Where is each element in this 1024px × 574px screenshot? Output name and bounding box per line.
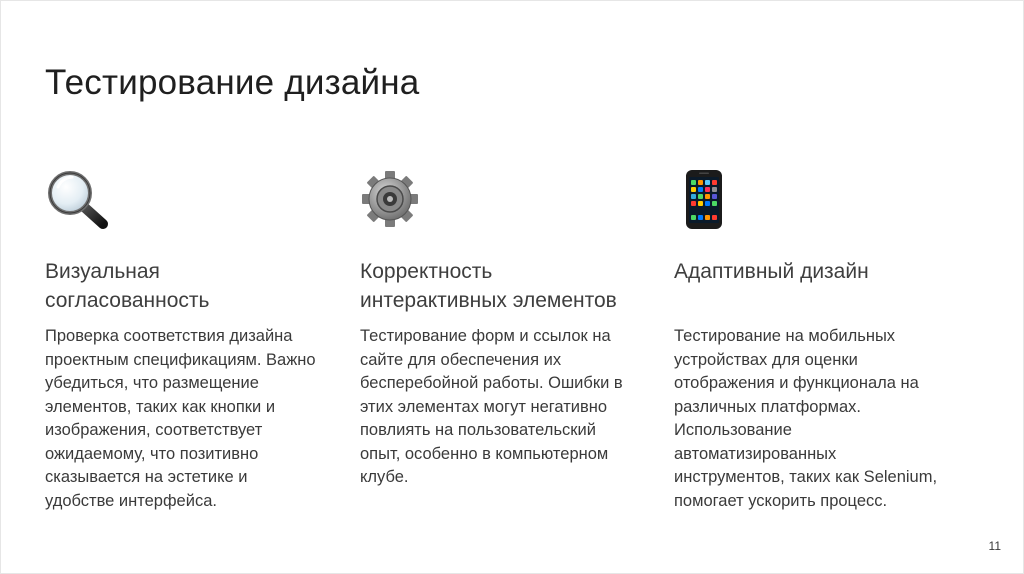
column-text: Тестирование форм и ссылок на сайте для обеспечения их бесперебойной работы. Ошибки в этих элементах могут негативно повлиять на пользовательский опыт, особенно в компьютерном клубе. — [360, 327, 623, 486]
slide-title: Тестирование дизайна — [45, 63, 420, 102]
smartphone-icon — [674, 169, 740, 231]
column-text: Тестирование на мобильных устройствах для оценки отображения и функционала на различных платформах. Использование автоматизированных инструментов, таких как Selenium, помогает ускорить процесс. — [674, 327, 938, 510]
page-number: 11 — [988, 539, 1001, 553]
column-text: Проверка соответствия дизайна проектным спецификациям. Важно убедиться, что размещение элементов, таких как кнопки и изображения, соответствует ожидаемому, что позитивно сказывается на эстетике и удобстве интерфейса. — [45, 327, 316, 510]
gear-icon — [360, 169, 426, 231]
column-heading: Корректность интерактивных элементов — [360, 260, 617, 312]
column-heading: Визуальная согласованность — [45, 260, 210, 312]
column-heading: Адаптивный дизайн — [674, 260, 869, 283]
magnifying-glass-icon — [45, 169, 111, 231]
